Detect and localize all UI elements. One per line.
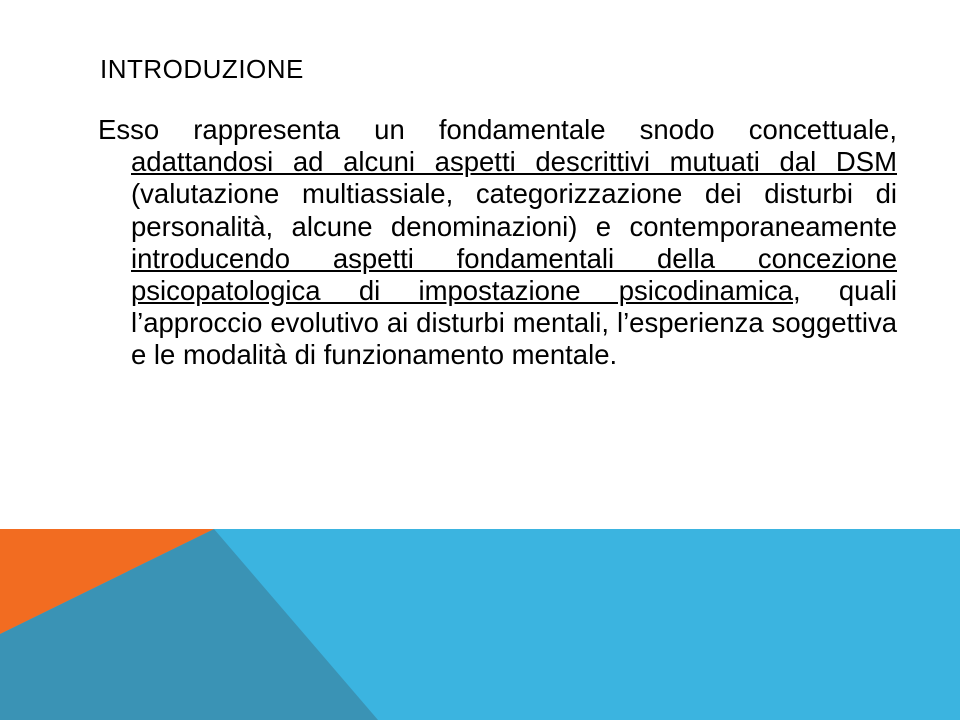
body-text-3: , quali l’approccio evolutivo ai disturbi mentali, l’esperienza soggettiva e le modalità di funzionamento mentale. [131, 275, 897, 371]
body-text-2: (valutazione multiassiale, categorizzazione dei disturbi di personalità, alcune denominazioni) e contemporaneamente [131, 178, 897, 242]
body-text-1: Esso rappresenta un fondamentale snodo concettuale, [98, 114, 897, 145]
body-paragraph [98, 114, 897, 372]
decorative-banner [0, 529, 960, 720]
body-text-underlined-2: introducendo aspetti fondamentali della concezione psicopatologica di impostazione psicodinamica [131, 242, 897, 307]
body-text-underlined-1: adattandosi ad alcuni aspetti descrittivi mutuati dal DSM [131, 146, 897, 178]
slide-title: INTRODUZIONE [100, 54, 304, 84]
